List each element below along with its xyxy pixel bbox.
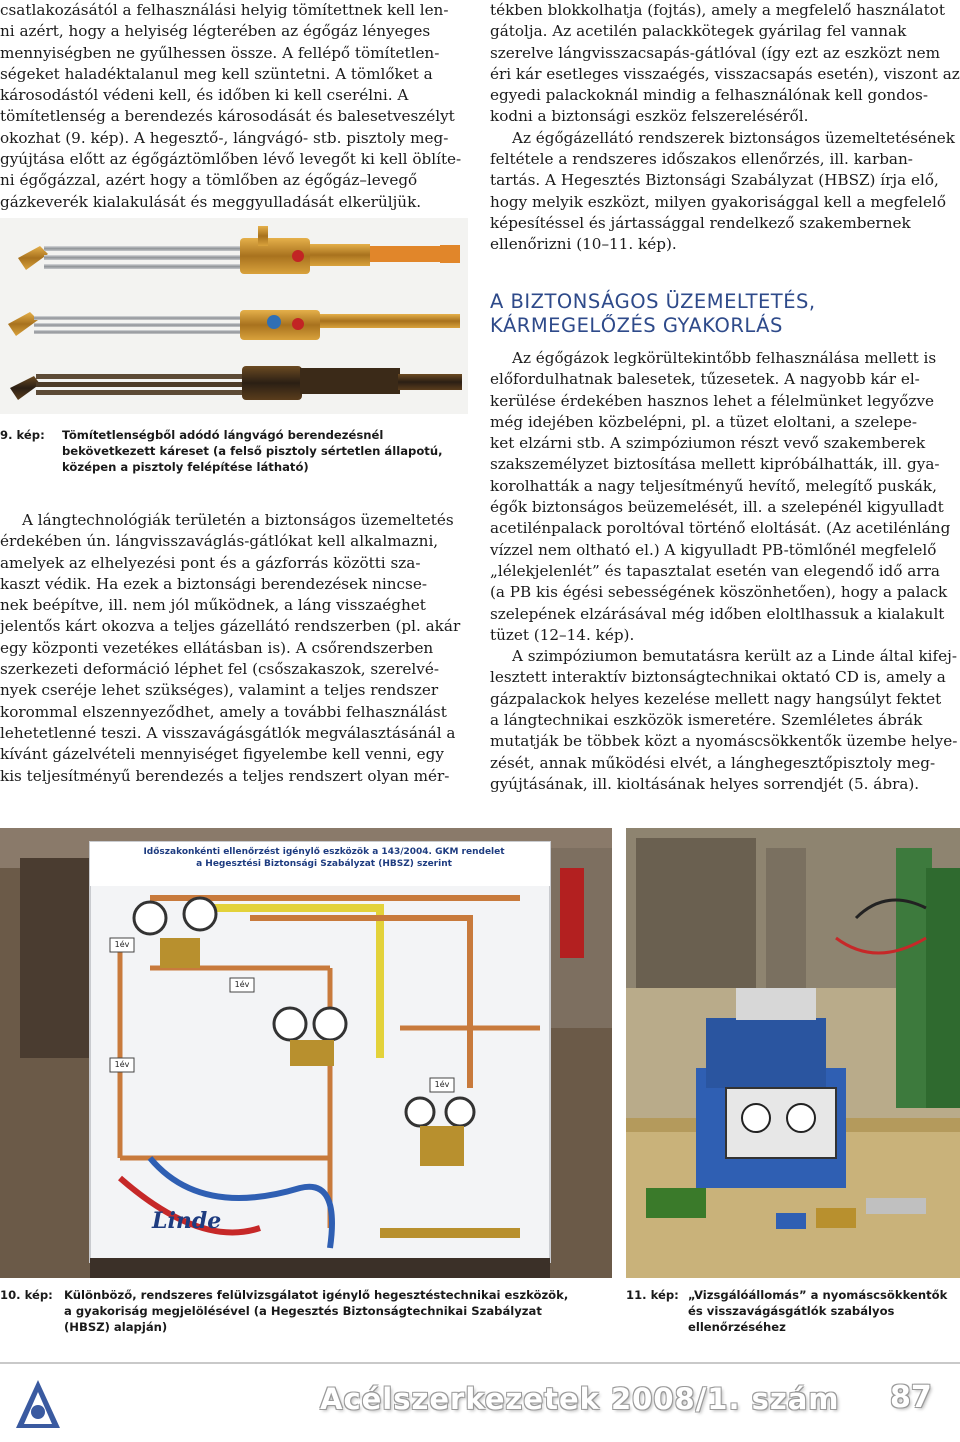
text-line: szelepének elzárásával még időben eloltlhassuk a kialakult — [490, 604, 945, 623]
text-line: képesítéssel és jártassággal rendelkező szakembernek — [490, 213, 911, 232]
text-line: előfordulhatnak balesetek, tűzesetek. A nagyobb kár el- — [490, 370, 920, 389]
board-header-line: Időszakonkénti ellenőrzést igénylő eszközök a 143/2004. GKM rendelet — [143, 847, 505, 857]
caption-line: és visszavágásgátlók szabályos — [688, 1303, 895, 1318]
text-line: egy központi vezetékes ellátásban is). A csőrendszerben — [0, 638, 434, 657]
caption-line: a gyakoriság megjelölésével (a Hegesztés Biztonságtechnikai Szabályzat — [64, 1303, 542, 1318]
text-line: gázpalackok helyes kezelése mellett nagy hangsúlyt fektet — [490, 689, 942, 708]
caption-number: 9. kép: — [0, 428, 45, 442]
section-heading — [490, 290, 960, 338]
text-line: acetilénpalack poroltóval történő eloltását. (Az acetilénláng — [490, 519, 951, 538]
text-line: érdekében ún. lángvisszaváglás-gátlókat kell alkalmazni, — [0, 532, 439, 551]
heading-line: A BIZTONSÁGOS ÜZEMELTETÉS, — [490, 290, 816, 313]
text-line: feltétele a rendszeres időszakos ellenőrzés, ill. karban- — [490, 150, 913, 169]
text-line: ni azért, hogy a helyiség légterében az égőgáz lényeges — [0, 22, 431, 41]
text-line: tüzet (12–14. kép). — [490, 625, 635, 644]
photo-9-torches — [0, 218, 468, 414]
text-line: tömítetlenség a berendezés károsodását és balesetveszélyt — [0, 107, 455, 126]
text-line: jelentős kárt okozva a teljes gázellátó rendszerben (pl. akár — [0, 617, 461, 636]
text-line: hogy melyik eszközt, milyen gyakorisággal kell a megfelelő — [490, 192, 946, 211]
caption-line: Tömítetlenségből adódó lángvágó berendezésnél — [62, 428, 384, 442]
torch-top — [18, 226, 460, 274]
left-bottom-paragraph — [0, 510, 468, 787]
journal-title: Acélszerkezetek 2008/1. szám — [320, 1382, 840, 1416]
text-line: vízzel nem oltható el.) A kigyulladt PB-tömlőnél megfelelő — [490, 540, 937, 559]
text-line: csatlakozásától a felhasználási helyig tömítettnek kell len- — [0, 1, 449, 19]
torch-middle — [8, 310, 460, 340]
text-line: égők biztonságos beüzemelését, ill. a szelepénél kigyulladt — [490, 498, 944, 517]
caption-line: bekövetkezett káreset (a felső pisztoly sértetlen állapotú, — [62, 443, 443, 458]
text-line: lehetetlenné teszi. A visszavágásgátlók megválasztásánál a — [0, 723, 456, 742]
text-line: ni égőgázzal, azért hogy a tömlőben az égőgáz–levegő — [0, 171, 418, 190]
text-line: amelyek az elhelyezési pont és a gázforrás közötti sza- — [0, 553, 421, 572]
caption-number: 11. kép: — [626, 1288, 679, 1302]
text-line: mennyiségben ne gyűlhessen össze. A fellépő tömítetlen- — [0, 43, 440, 62]
text-line: korolhatták a nagy teljesítményű hevítő, melegítő puskák, — [490, 476, 937, 495]
text-line: tékben blokkolhatja (fojtás), amely a megfelelő használatot — [490, 1, 945, 19]
text-line: kívánt gázelvételi mennyiséget figyelembe kell venni, egy — [0, 745, 444, 764]
right-top-paragraph — [490, 0, 960, 256]
text-line: éri kár esetleges visszaégés, visszacsapás esetén), viszont az — [490, 64, 960, 83]
linde-logo: Linde — [152, 1208, 222, 1234]
text-line: Az égőgázellátó rendszerek biztonságos üzemeltetésének — [512, 128, 955, 147]
photo-11-caption — [626, 1288, 960, 1335]
text-line: szerelve lángvisszacsapás-gátlóval (így ezt az eszközt nem — [490, 43, 940, 62]
text-line: egyedi palackoknál mindig a felhasználónak kell gondos- — [490, 86, 928, 105]
torch-bottom-damaged — [10, 366, 462, 400]
page-number: 87 — [890, 1380, 932, 1415]
text-line: A lángtechnológiák területén a biztonságos üzemeltetés — [22, 511, 454, 529]
text-line: (a PB kis égési sebességének köszönhetően), hogy a palack — [490, 583, 948, 602]
caption-number: 10. kép: — [0, 1288, 53, 1302]
text-line: kis teljesítményű berendezés a teljes rendszert olyan mér- — [0, 766, 450, 785]
test-station-illustration — [626, 828, 960, 1278]
board-header — [124, 846, 524, 870]
text-line: gyújtása előtt az égőgáztömlőben lévő levegőt ki kell öblíte- — [0, 150, 462, 169]
photo-11-test-station — [626, 828, 960, 1278]
text-line: ellenőrizni (10–11. kép). — [490, 235, 677, 254]
text-line: szakszemélyzet biztosítása mellett kipróbálhatták, ill. gya- — [490, 455, 940, 474]
caption-line: „Vizsgálóállomás” a nyomáscsökkentők — [688, 1288, 948, 1302]
tag-label: 1év — [234, 980, 250, 989]
text-line: mutatják be többek közt a nyomáscsökkentők üzembe helye- — [490, 732, 958, 751]
text-line: még idejében közbelépni, pl. a tüzet eloltani, a szelepe- — [490, 412, 918, 431]
tag-label: 1év — [114, 1060, 130, 1069]
text-line: „lélekjelenlét” és tapasztalat esetén van elegendő idő arra — [490, 561, 940, 580]
text-line: kodni a biztonsági eszköz felszereléséről. — [490, 107, 809, 126]
photo-10-demo-board — [0, 828, 612, 1278]
tag-label: 1év — [434, 1080, 450, 1089]
caption-line: középen a pisztoly felépítése látható) — [62, 459, 309, 474]
heading-line: KÁRMEGELŐZÉS GYAKORLÁS — [490, 314, 783, 337]
text-line: gátolja. Az acetilén palackkötegek gyárilag fel vannak — [490, 22, 907, 41]
photo-10-caption — [0, 1288, 612, 1335]
text-line: ségeket haladéktalanul meg kell szüntetni. A tömlőket a — [0, 64, 433, 83]
footer-divider — [0, 1362, 960, 1364]
text-line: tartás. A Hegesztés Biztonsági Szabályzat (HBSZ) írja elő, — [490, 171, 939, 190]
text-line: gyújtásának, ill. kioltásának helyes sorrendjét (5. ábra). — [490, 774, 920, 793]
text-line: szerkezeti deformáció léphet fel (csőszakaszok, szerelvé- — [0, 660, 439, 679]
text-line: zését, annak működési elvét, a lánghegesztőpisztoly meg- — [490, 753, 936, 772]
demo-board-illustration — [0, 828, 612, 1278]
caption-line: Különböző, rendszeres felülvizsgálatot igénylő hegesztéstechnikai eszközök, — [64, 1288, 569, 1302]
text-line: okozhat (9. kép). A hegesztő-, lángvágó- stb. pisztoly meg- — [0, 128, 449, 147]
text-line: korommal elszennyeződhet, amely a további felhasználást — [0, 702, 447, 721]
journal-logo — [14, 1378, 62, 1430]
text-line: Az égőgázok legkörültekintőbb felhasználása mellett is — [512, 349, 937, 367]
board-header-line: a Hegesztési Biztonsági Szabályzat (HBSZ) szerint — [196, 859, 452, 869]
caption-line: (HBSZ) alapján) — [64, 1319, 168, 1334]
text-line: lesztett interaktív biztonságtechnikai oktató CD is, amely a — [490, 668, 946, 687]
journal-logo-icon — [14, 1378, 62, 1430]
text-line: károsodástól védeni kell, és időben ki kell cserélni. A — [0, 86, 409, 105]
right-bottom-paragraph — [490, 348, 960, 795]
text-line: gázkeverék kialakulását és meggyulladását elkerüljük. — [0, 192, 422, 211]
tag-label: 1év — [114, 940, 130, 949]
text-line: A szimpóziumon bemutatásra került az a Linde által kifej- — [512, 647, 957, 666]
caption-line: ellenőrzéséhez — [688, 1319, 786, 1334]
photo-9-caption — [0, 428, 468, 475]
left-top-paragraph — [0, 0, 468, 213]
text-line: kerülése érdekében hasznos lehet a félelmünket legyőzve — [490, 391, 935, 410]
text-line: ket elzárni stb. A szimpóziumon részt vevő szakemberek — [490, 434, 926, 453]
text-line: nek beépítve, ill. nem jól működnek, a láng visszaéghet — [0, 596, 426, 615]
text-line: a lángtechnikai eszközök ismeretére. Szemléletes ábrák — [490, 711, 923, 730]
text-line: nyek cseréje lehet szükséges), valamint a teljes rendszer — [0, 681, 439, 700]
text-line: kaszt védik. Ha ezek a biztonsági berendezések nincse- — [0, 574, 427, 593]
torch-illustration — [0, 218, 468, 414]
